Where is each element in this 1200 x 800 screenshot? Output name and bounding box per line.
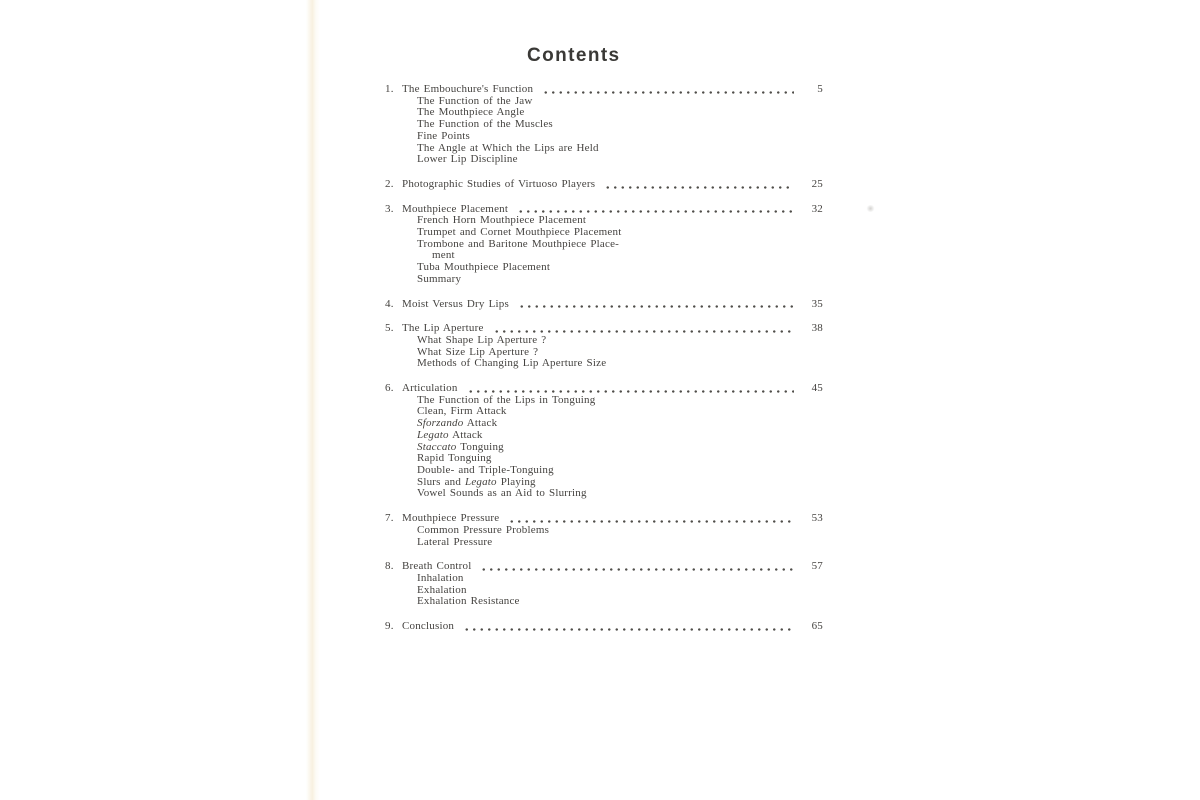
subentry-text: Lower Lip Discipline — [417, 153, 518, 166]
toc-subentry — [385, 596, 823, 608]
toc-section — [385, 84, 823, 166]
toc-entry-title: The Lip Aperture — [402, 322, 484, 335]
toc-entry-title: Mouthpiece Pressure — [402, 512, 500, 525]
toc-subentry — [385, 274, 823, 286]
toc-subentry — [385, 537, 823, 549]
toc-entry-number: 2. — [385, 177, 394, 190]
toc-entry-title: Articulation — [402, 382, 458, 395]
toc-section — [385, 513, 823, 548]
toc-entry-page-number: 53 — [811, 512, 823, 525]
subentry-text: Inhalation — [417, 571, 464, 584]
subentry-text: The Function of the Lips in Tonguing — [417, 393, 596, 406]
page-gutter-shadow — [306, 0, 320, 800]
toc-section — [385, 621, 823, 633]
subentry-italic-text: Legato — [465, 475, 497, 488]
toc-entry-title: Mouthpiece Placement — [402, 202, 509, 215]
toc-section — [385, 323, 823, 370]
toc-entry-number: 1. — [385, 83, 394, 95]
subentry-text: ment — [432, 249, 455, 262]
toc-entry-page-number: 65 — [811, 620, 823, 633]
toc-entry-number: 6. — [385, 382, 394, 395]
toc-section — [385, 204, 823, 286]
toc-entry-title: Moist Versus Dry Lips — [402, 297, 509, 310]
subentry-text: Slurs and — [417, 475, 465, 488]
subentry-text: Common Pressure Problems — [417, 523, 550, 536]
subentry-text: Rapid Tonguing — [417, 452, 492, 465]
toc-entry-number: 8. — [385, 560, 394, 573]
contents-list — [385, 84, 823, 646]
subentry-text: Summary — [417, 272, 462, 285]
toc-section — [385, 179, 823, 191]
subentry-text: Methods of Changing Lip Aperture Size — [417, 357, 607, 370]
toc-entry-row — [385, 179, 823, 191]
subentry-text: Vowel Sounds as an Aid to Slurring — [417, 487, 587, 500]
toc-entry-number: 5. — [385, 322, 394, 335]
subentry-text: Playing — [496, 475, 536, 488]
subentry-text: The Angle at Which the Lips are Held — [417, 141, 599, 154]
subentry-text: French Horn Mouthpiece Placement — [417, 214, 587, 227]
subentry-italic-text: Sforzando — [417, 417, 464, 430]
scan-artifact — [866, 205, 875, 212]
toc-section — [385, 383, 823, 500]
subentry-italic-text: Staccato — [417, 440, 457, 453]
toc-entry-page-number: 45 — [811, 382, 823, 395]
toc-entry-title: Breath Control — [402, 560, 472, 573]
subentry-text: The Function of the Muscles — [417, 118, 553, 131]
subentry-text: Tuba Mouthpiece Placement — [417, 261, 551, 274]
page-title: Contents — [527, 45, 621, 66]
subentry-text: The Mouthpiece Angle — [417, 106, 525, 119]
toc-entry-title: Conclusion — [402, 620, 455, 633]
toc-entry-title: Photographic Studies of Virtuoso Players — [402, 177, 596, 190]
toc-entry-page-number: 57 — [811, 560, 823, 573]
toc-entry-row — [385, 299, 823, 311]
subentry-text: The Function of the Jaw — [417, 94, 533, 107]
toc-entry-number: 9. — [385, 620, 394, 633]
toc-entry-row — [385, 621, 823, 633]
subentry-text: Exhalation — [417, 583, 467, 596]
toc-section — [385, 299, 823, 311]
toc-entry-page-number: 32 — [811, 202, 823, 215]
subentry-text: Tonguing — [456, 440, 504, 453]
toc-section — [385, 561, 823, 608]
subentry-text: Double- and Triple-Tonguing — [417, 463, 554, 476]
subentry-italic-text: Legato — [417, 428, 449, 441]
toc-subentry — [385, 488, 823, 500]
toc-subentry — [385, 358, 823, 370]
toc-entry-page-number: 5 — [817, 83, 823, 95]
subentry-text: Clean, Firm Attack — [417, 405, 507, 418]
toc-entry-number: 4. — [385, 297, 394, 310]
subentry-text: What Size Lip Aperture ? — [417, 345, 539, 358]
subentry-text: Trumpet and Cornet Mouthpiece Placement — [417, 226, 622, 239]
subentry-text: Trombone and Baritone Mouthpiece Place- — [417, 237, 620, 250]
toc-entry-page-number: 38 — [811, 322, 823, 335]
subentry-text: Attack — [463, 417, 498, 430]
subentry-text: Lateral Pressure — [417, 535, 493, 548]
toc-entry-page-number: 25 — [811, 177, 823, 190]
subentry-text: Attack — [448, 428, 483, 441]
toc-entry-page-number: 35 — [811, 297, 823, 310]
toc-subentry — [385, 154, 823, 166]
subentry-text: What Shape Lip Aperture ? — [417, 333, 547, 346]
subentry-text: Fine Points — [417, 129, 471, 142]
subentry-text: Exhalation Resistance — [417, 595, 520, 608]
toc-entry-number: 3. — [385, 202, 394, 215]
toc-entry-number: 7. — [385, 512, 394, 525]
toc-entry-title: The Embouchure's Function — [402, 83, 534, 95]
